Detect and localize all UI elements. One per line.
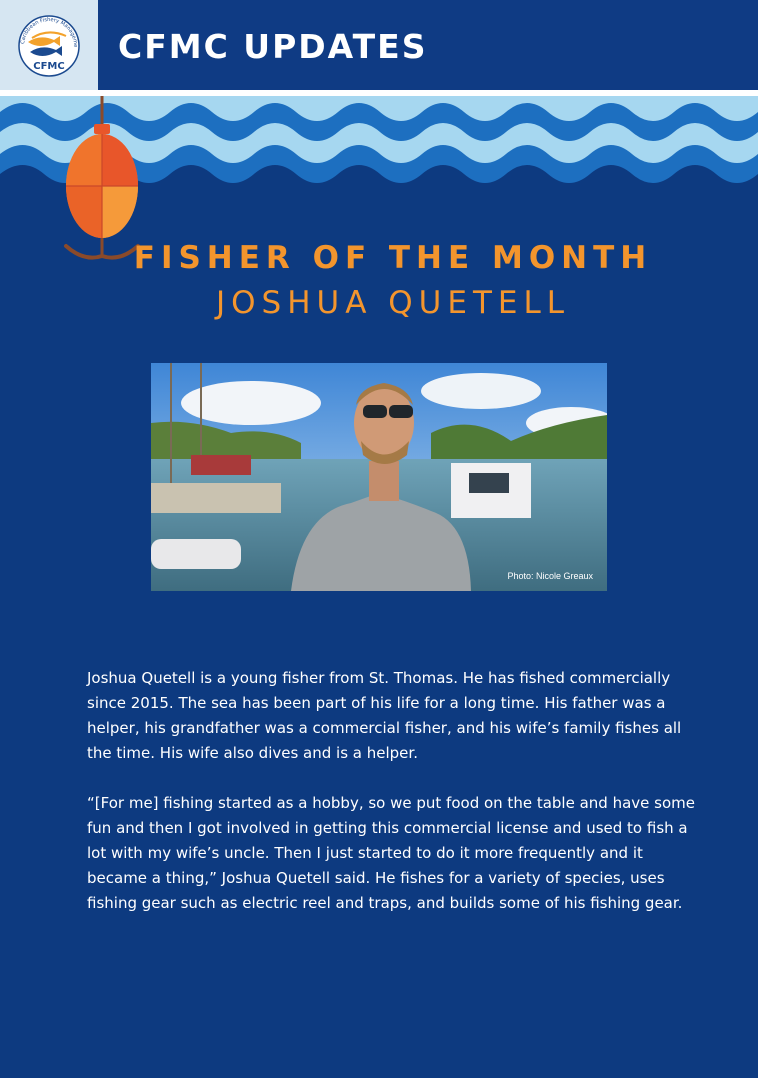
- cfmc-logo: [0, 0, 98, 90]
- article-body: [87, 666, 697, 941]
- svg-text:CFMC: CFMC: [33, 61, 65, 72]
- svg-text:Caribbean Fishery Management C: Caribbean Fishery Manageme: [20, 16, 79, 48]
- section-kicker: FISHER OF THE MONTH: [133, 240, 653, 276]
- fisher-photo: [151, 363, 607, 591]
- header-bar: [0, 0, 758, 90]
- article-paragraph: “[For me] fishing started as a hobby, so we put food on the table and have some fun and then I got involved in getting this commercial license and used to fish a lot with my wife’s uncle. Then I just started to do it more frequently and it became a thing,” Joshua Quetell said. He fishes for a variety of species, uses fishing gear such as electric reel and traps, and builds some of his fishing gear.: [87, 794, 695, 912]
- article-paragraph: Joshua Quetell is a young fisher from St. Thomas. He has fished commercially since 2015. The sea has been part of his life for a long time. His father was a helper, his grandfather was a commercial fisher, and his wife’s family fishes all the time. His wife also dives and is a helper.: [87, 669, 682, 762]
- photo-credit: Photo: Nicole Greaux: [507, 571, 593, 581]
- page-title: CFMC UPDATES: [118, 27, 428, 66]
- fisher-name: JOSHUA QUETELL: [215, 285, 571, 321]
